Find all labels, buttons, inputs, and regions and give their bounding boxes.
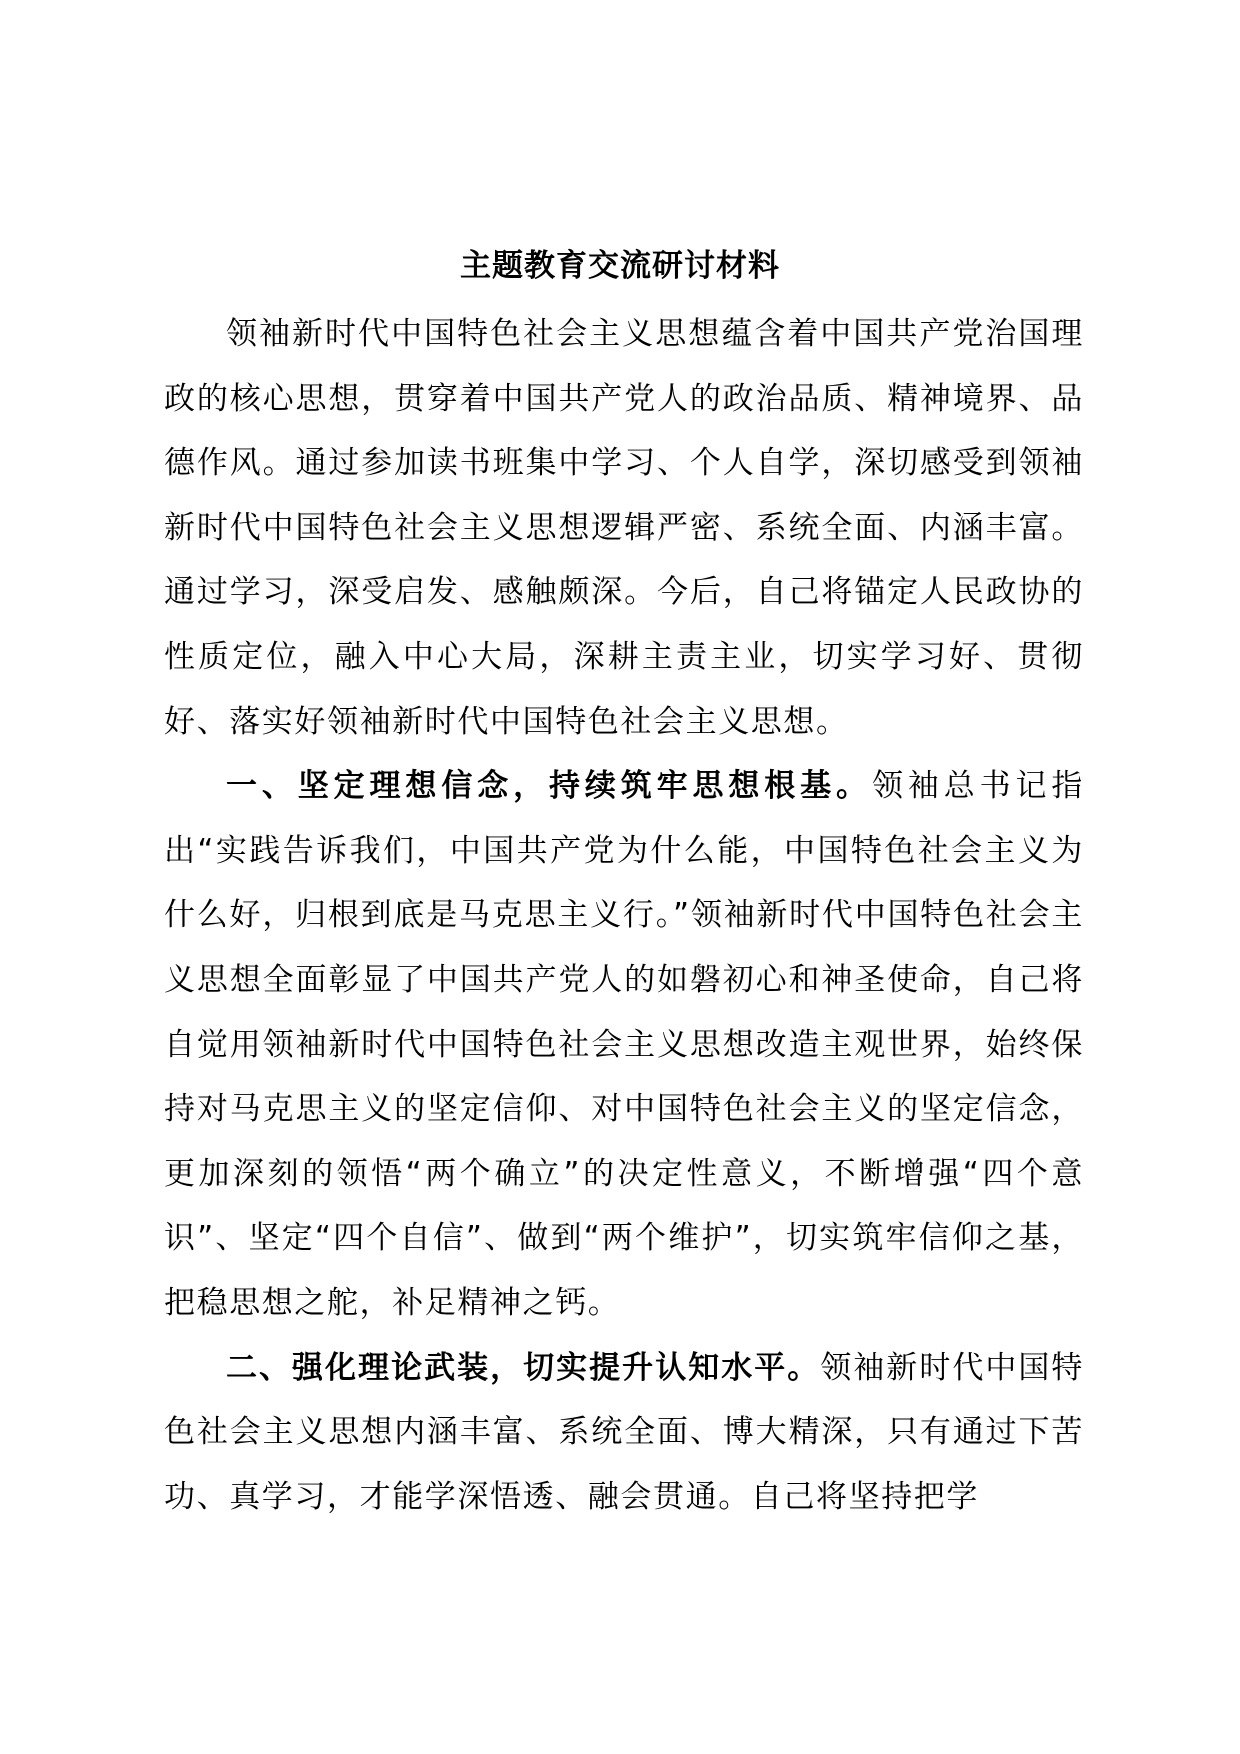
section-one-text: 领袖总书记指出“实践告诉我们，中国共产党为什么能，中国特色社会主义为什么好，归根到底是马克思主义行。”领袖新时代中国特色社会主义思想全面彰显了中国共产党人的如磐初心和神圣使命，自己将自觉用领袖新时代中国特色社会主义思想改造主观世界，始终保持对马克思主义的坚定信仰、对中国特色社会主义的坚定信念，更加深刻的领悟“两个确立”的决定性意义，不断增强“四个意识”、坚定“四个自信”、做到“两个维护”，切实筑牢信仰之基，把稳思想之舵，补足精神之钙。 [164, 768, 1084, 1321]
section-one-paragraph [164, 754, 1084, 1335]
section-two-text: 领袖新时代中国特色社会主义思想内涵丰富、系统全面、博大精深，只有通过下苦功、真学习，才能学深悟透、融会贯通。自己将坚持把学 [164, 1349, 1084, 1515]
section-one-heading: 一、坚定理想信念，持续筑牢思想根基。 [226, 768, 872, 805]
intro-paragraph-text: 领袖新时代中国特色社会主义思想蕴含着中国共产党治国理政的核心思想，贯穿着中国共产党人的政治品质、精神境界、品德作风。通过参加读书班集中学习、个人自学，深切感受到领袖新时代中国特色社会主义思想逻辑严密、系统全面、内涵丰富。通过学习，深受启发、感触颇深。今后，自己将锚定人民政协的性质定位，融入中心大局，深耕主责主业，切实学习好、贯彻好、落实好领袖新时代中国特色社会主义思想。 [164, 316, 1084, 740]
document-title: 主题教育交流研讨材料 [460, 248, 780, 284]
section-two-paragraph [164, 1336, 1084, 1530]
document-body [164, 302, 1084, 1529]
section-two-heading: 二、强化理论武装，切实提升认知水平。 [226, 1349, 821, 1386]
intro-paragraph [164, 302, 1084, 754]
